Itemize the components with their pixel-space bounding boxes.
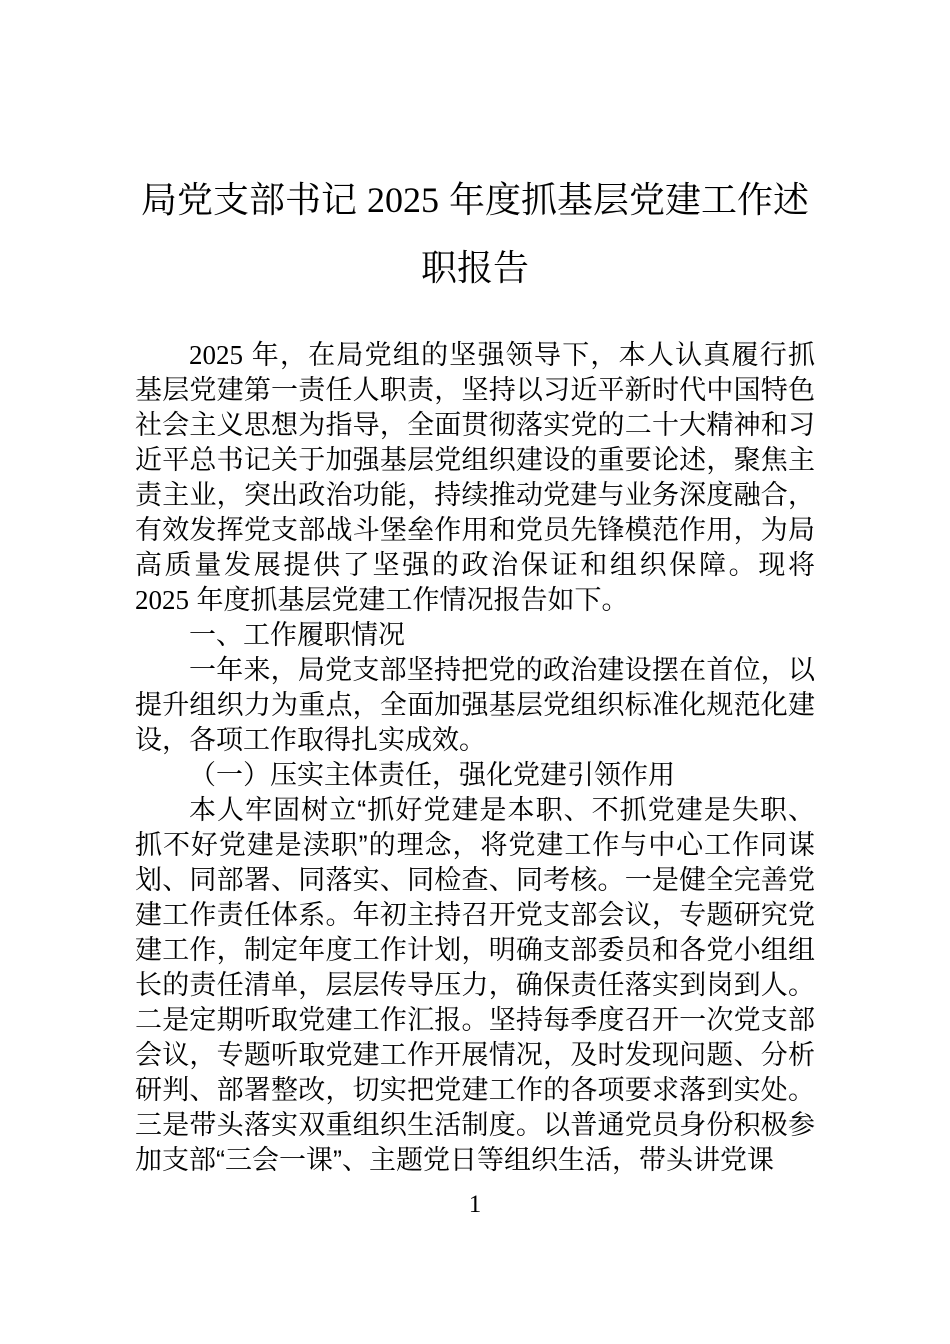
latin-text-run: 2025 [189, 340, 243, 370]
document-title: 局党支部书记 2025 年度抓基层党建工作述职报告 [140, 179, 810, 288]
section-heading-1: 一、工作履职情况 [189, 620, 405, 650]
page-number: 1 [468, 1191, 482, 1218]
subsection-heading-1-1: （一）压实主体责任，强化党建引领作用 [189, 760, 675, 790]
latin-text-run: 2025 [367, 180, 439, 220]
latin-text-run: 2025 [135, 585, 189, 615]
paragraph-responsibility: 本人牢固树立“抓好党建是本职、不抓党建是失职、抓不好党建是渎职”的理念，将党建工作与中心工作同谋划、同部署、同落实、同检查、同考核。一是健全完善党建工作责任体系。年初主持召开党支部会议，专题研究党建工作，制定年度工作计划，明确支部委员和各党小组组长的责任清单，层层传导压力，确保责任落实到岗到人。二是定期听取党建工作汇报。坚持每季度召开一次党支部会议，专题听取党建工作开展情况，及时发现问题、分析研判、部署整改，切实把党建工作的各项要求落到实处。三是带头落实双重组织生活制度。以普通党员身份积极参加支部“三会一课”、主题党日等组织生活，带头讲党课 [135, 795, 815, 1175]
paragraph-overview: 一年来，局党支部坚持把党的政治建设摆在首位，以提升组织力为重点，全面加强基层党组织标准化规范化建设，各项工作取得扎实成效。 [135, 655, 815, 755]
paragraph-intro: 2025 年，在局党组的坚强领导下，本人认真履行抓基层党建第一责任人职责，坚持以习近平新时代中国特色社会主义思想为指导，全面贯彻落实党的二十大精神和习近平总书记关于加强基层党组织建设的重要论述，聚焦主责主业，突出政治功能，持续推动党建与业务深度融合，有效发挥党支部战斗堡垒作用和党员先锋模范作用，为局高质量发展提供了坚强的政治保证和组织保障。现将 2025 年度抓基层党建工作情况报告如下。 [135, 340, 815, 615]
page-footer [0, 1190, 950, 1220]
document-body [135, 338, 815, 1178]
